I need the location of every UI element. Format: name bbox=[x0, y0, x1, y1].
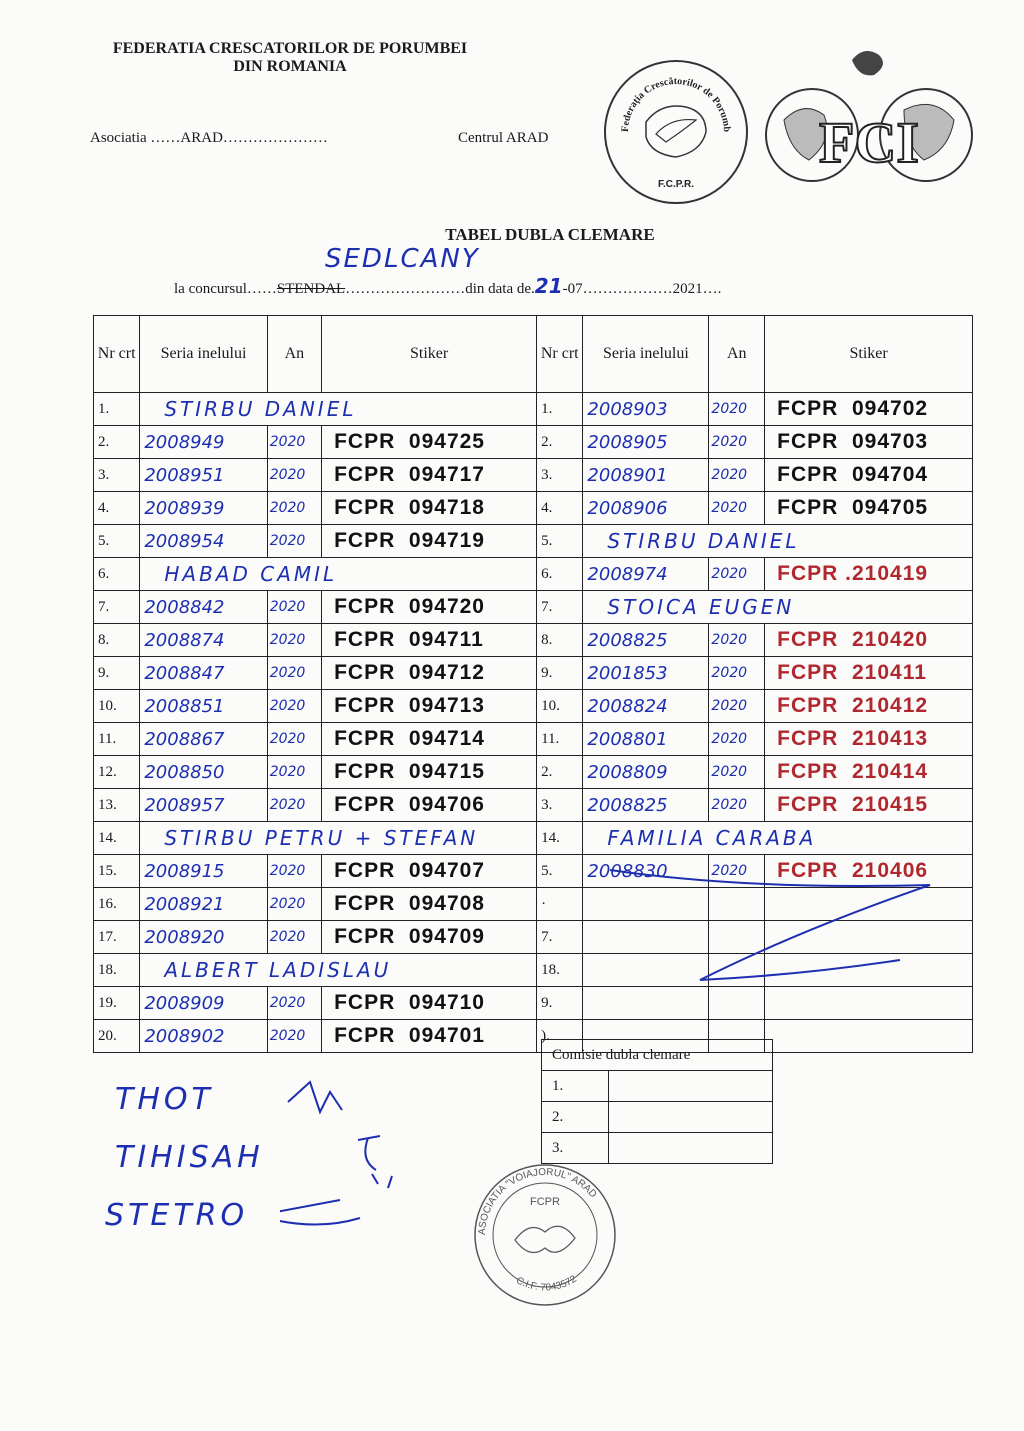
col-stiker-right: Stiker bbox=[765, 316, 973, 393]
table-row bbox=[94, 591, 973, 624]
sticker-code: FCPR 210411 bbox=[777, 661, 927, 684]
document-title: TABEL DUBLA CLEMARE bbox=[445, 225, 655, 244]
sticker-cell bbox=[322, 591, 537, 624]
row-number: 14. bbox=[94, 822, 140, 855]
sticker-cell bbox=[765, 723, 973, 756]
sticker-code: FCPR 210406 bbox=[777, 859, 929, 882]
ring-series: 2008920 bbox=[140, 921, 267, 954]
empty-rows-strike bbox=[600, 860, 970, 1010]
ring-series: 2008915 bbox=[140, 855, 267, 888]
sticker-code: FCPR 094711 bbox=[334, 628, 484, 651]
sticker-code: FCPR 210414 bbox=[777, 760, 929, 783]
col-nr-right: Nr crt bbox=[537, 316, 583, 393]
commission-row-sign bbox=[609, 1133, 773, 1164]
sticker-code: FCPR 094713 bbox=[334, 694, 485, 717]
ring-series: 2008801 bbox=[583, 723, 709, 756]
sticker-cell bbox=[322, 492, 537, 525]
asociatia-line bbox=[90, 130, 328, 147]
row-number: 14. bbox=[537, 822, 583, 855]
signature-scribbles bbox=[280, 1080, 430, 1240]
sticker-cell bbox=[765, 756, 973, 789]
sticker-code: FCPR 094703 bbox=[777, 430, 929, 453]
ring-year: 2020 bbox=[709, 723, 765, 756]
row-number: 16. bbox=[94, 888, 140, 921]
row-number: 12. bbox=[94, 756, 140, 789]
ring-series: 2008867 bbox=[140, 723, 267, 756]
ring-year: 2020 bbox=[709, 690, 765, 723]
ring-year: 2020 bbox=[267, 888, 321, 921]
sticker-cell bbox=[765, 657, 973, 690]
seal-bottom-text: C.I.F. 7043572 bbox=[514, 1273, 579, 1294]
date-day: 21 bbox=[534, 274, 563, 298]
sticker-cell bbox=[322, 723, 537, 756]
table-row bbox=[94, 822, 973, 855]
ring-year: 2020 bbox=[709, 657, 765, 690]
col-stiker-left: Stiker bbox=[322, 316, 537, 393]
row-number: 20. bbox=[94, 1020, 140, 1053]
ring-series: 2008824 bbox=[583, 690, 709, 723]
row-number: 3. bbox=[537, 789, 583, 822]
sticker-cell bbox=[765, 426, 973, 459]
ring-year: 2020 bbox=[709, 426, 765, 459]
sticker-cell bbox=[322, 855, 537, 888]
commission-row bbox=[542, 1133, 773, 1164]
ring-year: 2020 bbox=[267, 591, 321, 624]
ring-series: 2008905 bbox=[583, 426, 709, 459]
date-rest: -07………………2021…. bbox=[562, 281, 722, 297]
sticker-code: FCPR 094706 bbox=[334, 793, 485, 816]
ring-series: 2008951 bbox=[140, 459, 267, 492]
owner-name: STOICA EUGEN bbox=[583, 591, 973, 624]
ring-series: 2008909 bbox=[140, 987, 267, 1020]
ring-series: 2008974 bbox=[583, 558, 709, 591]
ring-series: 2008902 bbox=[140, 1020, 267, 1053]
sticker-code: FCPR 094715 bbox=[334, 760, 485, 783]
sticker-cell bbox=[322, 525, 537, 558]
owner-name: FAMILIA CARABA bbox=[583, 822, 973, 855]
ring-series: 2008809 bbox=[583, 756, 709, 789]
row-number: 4. bbox=[537, 492, 583, 525]
ring-series: 2008901 bbox=[583, 459, 709, 492]
svg-text:Federaţia Crescătorilor de Por bbox=[606, 62, 732, 133]
ring-year: 2020 bbox=[267, 987, 321, 1020]
table-row bbox=[94, 789, 973, 822]
association-seal bbox=[470, 1160, 620, 1310]
ring-series: 2008825 bbox=[583, 789, 709, 822]
sticker-code: FCPR 094714 bbox=[334, 727, 485, 750]
commission-row-nr: 1. bbox=[542, 1071, 609, 1102]
row-number: 5. bbox=[94, 525, 140, 558]
sticker-cell bbox=[322, 888, 537, 921]
owner-name: STIRBU DANIEL bbox=[140, 393, 537, 426]
row-number: 15. bbox=[94, 855, 140, 888]
ring-series: 2008847 bbox=[140, 657, 267, 690]
row-number: 10. bbox=[537, 690, 583, 723]
col-seria-right: Seria inelului bbox=[583, 316, 709, 393]
row-number: 18. bbox=[94, 954, 140, 987]
ring-year: 2020 bbox=[267, 789, 321, 822]
sticker-cell bbox=[765, 789, 973, 822]
sticker-cell bbox=[765, 393, 973, 426]
sticker-cell bbox=[322, 690, 537, 723]
ring-series: 2008921 bbox=[140, 888, 267, 921]
ring-year: 2020 bbox=[267, 525, 321, 558]
fcpr-logo bbox=[604, 60, 748, 204]
row-number: 7. bbox=[537, 921, 583, 954]
owner-name: STIRBU DANIEL bbox=[583, 525, 973, 558]
ring-series: 2008825 bbox=[583, 624, 709, 657]
svg-text:C.I.F. 7043572 bbox=[514, 1273, 579, 1293]
sticker-code: FCPR 210420 bbox=[777, 628, 929, 651]
sticker-cell bbox=[765, 558, 973, 591]
sticker-cell bbox=[322, 426, 537, 459]
row-number: 9. bbox=[94, 657, 140, 690]
table-row bbox=[94, 756, 973, 789]
sticker-code: FCPR 094712 bbox=[334, 661, 485, 684]
table-row bbox=[94, 393, 973, 426]
row-number: 6. bbox=[94, 558, 140, 591]
contest-label: la concursul…… bbox=[174, 281, 277, 297]
sticker-cell bbox=[322, 459, 537, 492]
ring-year: 2020 bbox=[709, 459, 765, 492]
ring-year: 2020 bbox=[267, 1020, 321, 1053]
sticker-cell bbox=[322, 987, 537, 1020]
fci-logo-letters: FCI bbox=[819, 110, 919, 175]
table-row bbox=[94, 690, 973, 723]
contest-dots: …………………… bbox=[345, 281, 466, 297]
signature-name-2: TIHISAH bbox=[115, 1140, 264, 1175]
ring-year: 2020 bbox=[267, 855, 321, 888]
row-number: ). bbox=[537, 1020, 583, 1053]
row-number: 5. bbox=[537, 525, 583, 558]
date-label: din data de. bbox=[465, 281, 535, 297]
table-row bbox=[94, 492, 973, 525]
ring-year: 2020 bbox=[267, 921, 321, 954]
ring-year: 2020 bbox=[267, 492, 321, 525]
sticker-code: FCPR 094708 bbox=[334, 892, 485, 915]
row-number: 3. bbox=[537, 459, 583, 492]
seal-center-text: FCPR bbox=[530, 1196, 560, 1208]
owner-name: ALBERT LADISLAU bbox=[140, 954, 537, 987]
ring-year: 2020 bbox=[267, 426, 321, 459]
row-number: 11. bbox=[537, 723, 583, 756]
asociatia-label: Asociatia bbox=[90, 130, 147, 146]
ring-series: 2008903 bbox=[583, 393, 709, 426]
centrul-label: Centrul ARAD bbox=[458, 130, 549, 146]
sticker-cell bbox=[322, 921, 537, 954]
table-row bbox=[94, 525, 973, 558]
contest-handwritten-value: SEDLCANY bbox=[325, 244, 480, 274]
row-number: 6. bbox=[537, 558, 583, 591]
table-row bbox=[94, 558, 973, 591]
ring-series: 2008954 bbox=[140, 525, 267, 558]
commission-row-sign bbox=[609, 1071, 773, 1102]
sticker-code: FCPR 094718 bbox=[334, 496, 485, 519]
federation-name-line2: DIN ROMANIA bbox=[233, 58, 347, 75]
sticker-code: FCPR 094701 bbox=[334, 1024, 485, 1047]
sticker-code: FCPR 094702 bbox=[777, 397, 929, 420]
row-number: 2. bbox=[94, 426, 140, 459]
contest-line bbox=[174, 274, 721, 298]
commission-row-sign bbox=[609, 1102, 773, 1133]
sticker-cell bbox=[322, 1020, 537, 1053]
ring-year: 2020 bbox=[267, 624, 321, 657]
ring-year: 2020 bbox=[267, 723, 321, 756]
row-number: 10. bbox=[94, 690, 140, 723]
signature-name-1: THOT bbox=[115, 1082, 214, 1117]
ring-year: 2020 bbox=[709, 393, 765, 426]
table-row bbox=[94, 459, 973, 492]
row-number: 1. bbox=[537, 393, 583, 426]
table-row bbox=[94, 426, 973, 459]
federation-name-line1: FEDERATIA CRESCATORILOR DE PORUMBEI bbox=[112, 40, 468, 57]
row-number: 17. bbox=[94, 921, 140, 954]
col-an-left: An bbox=[267, 316, 321, 393]
fci-logo bbox=[764, 40, 974, 200]
ring-year: 2020 bbox=[267, 756, 321, 789]
table-row bbox=[94, 723, 973, 756]
sticker-code: FCPR .210419 bbox=[777, 562, 929, 585]
owner-name: STIRBU PETRU + STEFAN bbox=[140, 822, 537, 855]
ring-series: 2008874 bbox=[140, 624, 267, 657]
commission-row-nr: 2. bbox=[542, 1102, 609, 1133]
ring-year: 2020 bbox=[709, 492, 765, 525]
ring-series: 2008850 bbox=[140, 756, 267, 789]
sticker-code: FCPR 210412 bbox=[777, 694, 929, 717]
sticker-code: FCPR 094709 bbox=[334, 925, 485, 948]
row-number: 13. bbox=[94, 789, 140, 822]
ring-series: 2008830 bbox=[583, 855, 709, 888]
row-number: 2. bbox=[537, 426, 583, 459]
row-number: · bbox=[537, 888, 583, 921]
row-number: 1. bbox=[94, 393, 140, 426]
sticker-cell bbox=[322, 756, 537, 789]
empty-cell bbox=[765, 1020, 973, 1053]
fcpr-logo-ring-text: Federaţia Crescătorilor de Porumb bbox=[619, 75, 733, 133]
commission-title: Comisie dubla clemare bbox=[542, 1040, 773, 1071]
row-number: 18. bbox=[537, 954, 583, 987]
sticker-cell bbox=[322, 624, 537, 657]
sticker-code: FCPR 094725 bbox=[334, 430, 485, 453]
ring-series: 2008949 bbox=[140, 426, 267, 459]
sticker-code: FCPR 094717 bbox=[334, 463, 485, 486]
ring-year: 2020 bbox=[709, 789, 765, 822]
owner-name: HABAD CAMIL bbox=[140, 558, 537, 591]
ring-series: 2008906 bbox=[583, 492, 709, 525]
commission-row-nr: 3. bbox=[542, 1133, 609, 1164]
row-number: 11. bbox=[94, 723, 140, 756]
ring-year: 2020 bbox=[267, 657, 321, 690]
ring-series: 2008939 bbox=[140, 492, 267, 525]
col-nr-left: Nr crt bbox=[94, 316, 140, 393]
row-number: 2. bbox=[537, 756, 583, 789]
ring-year: 2020 bbox=[709, 756, 765, 789]
row-number: 7. bbox=[94, 591, 140, 624]
fcpr-logo-graphic bbox=[606, 62, 746, 202]
table-row bbox=[94, 624, 973, 657]
row-number: 9. bbox=[537, 657, 583, 690]
sticker-cell bbox=[765, 459, 973, 492]
ring-series: 2001853 bbox=[583, 657, 709, 690]
row-number: 9. bbox=[537, 987, 583, 1020]
sticker-code: FCPR 094704 bbox=[777, 463, 929, 486]
row-number: 5. bbox=[537, 855, 583, 888]
table-row bbox=[94, 657, 973, 690]
ring-year: 2020 bbox=[709, 624, 765, 657]
sticker-cell bbox=[765, 624, 973, 657]
ring-series: 2008957 bbox=[140, 789, 267, 822]
sticker-code: FCPR 094720 bbox=[334, 595, 485, 618]
ring-series: 2008842 bbox=[140, 591, 267, 624]
signature-name-3: STETRO bbox=[105, 1198, 249, 1233]
commission-row bbox=[542, 1102, 773, 1133]
row-number: 4. bbox=[94, 492, 140, 525]
commission-table bbox=[541, 1039, 773, 1164]
row-number: 3. bbox=[94, 459, 140, 492]
sticker-code: FCPR 094710 bbox=[334, 991, 485, 1014]
contest-printed-value: STENDAL bbox=[276, 281, 346, 297]
ring-series: 2008851 bbox=[140, 690, 267, 723]
asociatia-value: ……ARAD………………… bbox=[150, 130, 328, 146]
sticker-code: FCPR 094719 bbox=[334, 529, 485, 552]
sticker-code: FCPR 210413 bbox=[777, 727, 929, 750]
ring-year: 2020 bbox=[267, 459, 321, 492]
row-number: 8. bbox=[537, 624, 583, 657]
sticker-code: FCPR 094707 bbox=[334, 859, 485, 882]
sticker-cell bbox=[322, 789, 537, 822]
fcpr-logo-abbrev: F.C.P.R. bbox=[658, 179, 694, 190]
sticker-cell bbox=[765, 690, 973, 723]
ring-year: 2020 bbox=[709, 855, 765, 888]
sticker-cell bbox=[322, 657, 537, 690]
sticker-code: FCPR 094705 bbox=[777, 496, 929, 519]
col-seria-left: Seria inelului bbox=[140, 316, 267, 393]
table-header-row bbox=[94, 316, 973, 393]
col-an-right: An bbox=[709, 316, 765, 393]
ring-year: 2020 bbox=[267, 690, 321, 723]
table-row bbox=[94, 1020, 973, 1053]
row-number: 8. bbox=[94, 624, 140, 657]
row-number: 7. bbox=[537, 591, 583, 624]
ring-year: 2020 bbox=[709, 558, 765, 591]
commission-row bbox=[542, 1071, 773, 1102]
sticker-cell bbox=[765, 492, 973, 525]
row-number: 19. bbox=[94, 987, 140, 1020]
sticker-code: FCPR 210415 bbox=[777, 793, 929, 816]
seal-top-text: ASOCIATIA "VOIAJORUL" ARAD bbox=[476, 1166, 599, 1236]
